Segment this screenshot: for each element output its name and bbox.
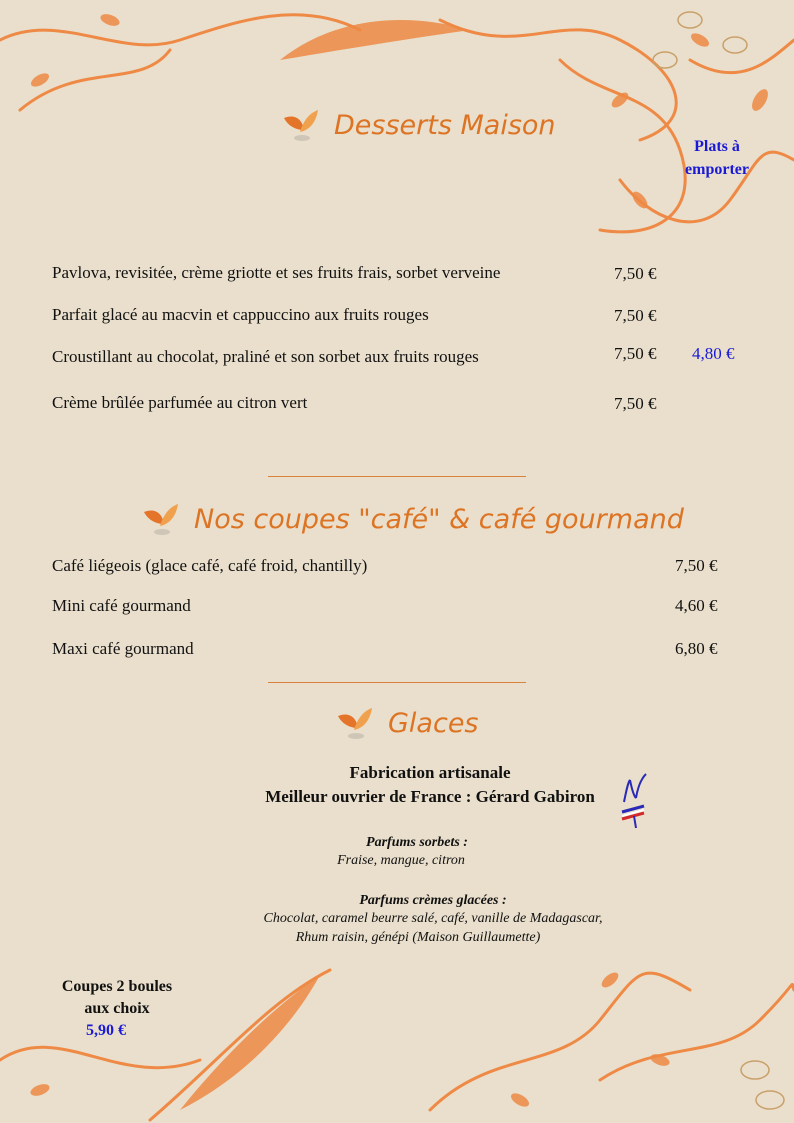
glaces-title: Glaces (388, 707, 479, 739)
coupes-price: 5,90 € (86, 1022, 126, 1039)
leaf-icon (142, 502, 180, 536)
dessert-item-3: Croustillant au chocolat, praliné et son sorbet aux fruits rouges (52, 347, 479, 366)
cafe-price-2: 4,60 € (675, 596, 718, 615)
glaces-line2: Meilleur ouvrier de France : Gérard Gabiron (265, 787, 595, 806)
cremes-line1: Chocolat, caramel beurre salé, café, vanille de Madagascar, (263, 911, 603, 926)
cremes-title: Parfums crèmes glacées : (359, 893, 507, 908)
mof-logo-icon (616, 772, 650, 830)
desserts-title: Desserts Maison (334, 109, 556, 141)
desserts-heading (282, 108, 556, 142)
coupes-cafe-heading (142, 502, 684, 536)
dessert-item-1: Pavlova, revisitée, crème griotte et ses fruits frais, sorbet verveine (52, 263, 501, 282)
cafe-item-2: Mini café gourmand (52, 596, 191, 615)
leaf-icon (336, 706, 374, 740)
dessert-price-3: 7,50 € (614, 344, 657, 363)
dessert-takeaway-price-3: 4,80 € (692, 344, 735, 363)
cafe-item-1: Café liégeois (glace café, café froid, chantilly) (52, 556, 368, 575)
cafe-item-3: Maxi café gourmand (52, 639, 194, 658)
coupes-block (52, 976, 182, 1042)
sorbets-list: Fraise, mangue, citron (337, 853, 465, 868)
dessert-item-4: Crème brûlée parfumée au citron vert (52, 393, 308, 412)
dessert-price-1: 7,50 € (614, 264, 657, 283)
coupes-label-2: aux choix (84, 1000, 150, 1017)
takeaway-header: Plats à emporter (685, 138, 749, 178)
glaces-heading (336, 706, 479, 740)
dessert-price-4: 7,50 € (614, 394, 657, 413)
cremes-line2: Rhum raisin, génépi (Maison Guillaumette) (295, 930, 541, 945)
glaces-line1: Fabrication artisanale (349, 763, 511, 782)
section-divider (268, 476, 526, 477)
cafe-price-3: 6,80 € (675, 639, 718, 658)
dessert-price-2: 7,50 € (614, 306, 657, 325)
dessert-item-2: Parfait glacé au macvin et cappuccino aux fruits rouges (52, 305, 429, 324)
section-divider (268, 682, 526, 683)
cafe-price-1: 7,50 € (675, 556, 718, 575)
sorbets-title: Parfums sorbets : (366, 835, 468, 850)
coupes-label-1: Coupes 2 boules (61, 978, 173, 995)
leaf-icon (282, 108, 320, 142)
coupes-cafe-title: Nos coupes "café" & café gourmand (194, 503, 684, 535)
